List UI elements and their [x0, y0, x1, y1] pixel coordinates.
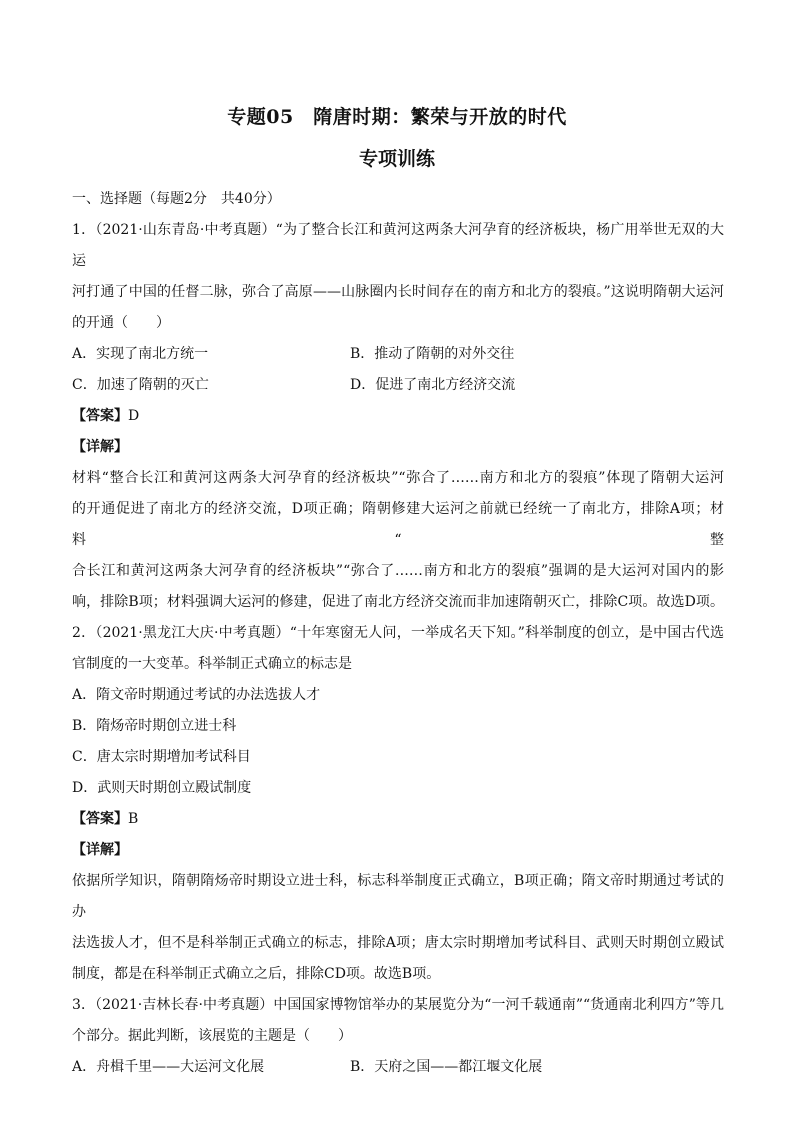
option-c: C．唐太宗时期增加考试科目 [72, 749, 251, 765]
detail-line: 合长江和黄河这两条大河孕育的经济板块”“弥合了……南方和北方的裂痕”强调的是大运河对国内的影 [72, 563, 724, 579]
detail-line: 材料“整合长江和黄河这两条大河孕育的经济板块”“弥合了……南方和北方的裂痕”体现了隋朝大运河 [72, 470, 724, 486]
answer-label: 【答案】 [72, 408, 128, 424]
detail-line: 的开通促进了南北方的经济交流，D项正确；隋朝修建大运河之前就已经统一了南北方，排除A项；材料“整 [72, 501, 724, 548]
option-b: B．推动了隋朝的对外交往 [350, 346, 515, 362]
options-row [72, 370, 724, 401]
detail-label: 【详解】 [72, 439, 128, 455]
page-subtitle: 专项训练 [358, 148, 435, 170]
section-heading: 一、选择题（每题2分 共40分） [72, 191, 281, 207]
options-row [72, 1052, 724, 1083]
option-a: A．舟楫千里——大运河文化展 [72, 1059, 265, 1075]
question-stem-line: 2．（2021·黑龙江大庆·中考真题）“十年寒窗无人问，一举成名天下知。”科举制度的创立，是中国古代选 [72, 625, 724, 641]
detail-line: 响，排除B项；材料强调大运河的修建，促进了南北方经济交流而非加速隋朝灭亡，排除C项。故选D项。 [72, 594, 724, 610]
option-d: D．武则天时期创立殿试制度 [72, 780, 252, 796]
answer-line [72, 804, 724, 835]
question-stem-line: 个部分。据此判断，该展览的主题是（ ） [72, 1028, 352, 1044]
option-b: B．隋炀帝时期创立进士科 [72, 718, 237, 734]
question-stem-line: 的开通（ ） [72, 315, 170, 331]
option-b: B．天府之国——都江堰文化展 [350, 1059, 543, 1075]
detail-line: 法选拔人才，但不是科举制正式确立的标志，排除A项；唐太宗时期增加考试科目、武则天时期创立殿试 [72, 935, 724, 951]
page-title: 专题05 隋唐时期：繁荣与开放的时代 [227, 106, 567, 128]
option-c: C．加速了隋朝的灭亡 [72, 377, 209, 393]
answer-value: B [128, 811, 139, 827]
question-2 [72, 618, 724, 990]
options-row [72, 339, 724, 370]
detail-line: 制度，都是在科举制正式确立之后，排除CD项。故选B项。 [72, 966, 441, 982]
detail-line: 依据所学知识，隋朝隋炀帝时期设立进士科，标志科举制度正式确立，B项正确；隋文帝时期通过考试的办 [72, 873, 724, 920]
question-3 [72, 990, 724, 1083]
question-stem-line: 河打通了中国的任督二脉，弥合了高原——山脉圈内长时间存在的南方和北方的裂痕。”这说明隋朝大运河 [72, 284, 724, 300]
option-a: A．实现了南北方统一 [72, 346, 209, 362]
answer-label: 【答案】 [72, 811, 128, 827]
answer-line [72, 401, 724, 432]
question-stem-line: 3．（2021·吉林长春·中考真题）中国国家博物馆举办的某展览分为“一河千载通南”“货通南北利四方”等几 [72, 997, 724, 1013]
option-d: D．促进了南北方经济交流 [350, 377, 516, 393]
document-body [72, 184, 724, 1083]
answer-value: D [128, 408, 140, 424]
question-stem-line: 1．（2021·山东青岛·中考真题）“为了整合长江和黄河这两条大河孕育的经济板块，杨广用举世无双的大运 [72, 222, 724, 269]
detail-label: 【详解】 [72, 842, 128, 858]
option-a: A．隋文帝时期通过考试的办法选拔人才 [72, 687, 321, 703]
question-1 [72, 215, 724, 618]
question-stem-line: 官制度的一大变革。科举制正式确立的标志是 [72, 656, 352, 672]
